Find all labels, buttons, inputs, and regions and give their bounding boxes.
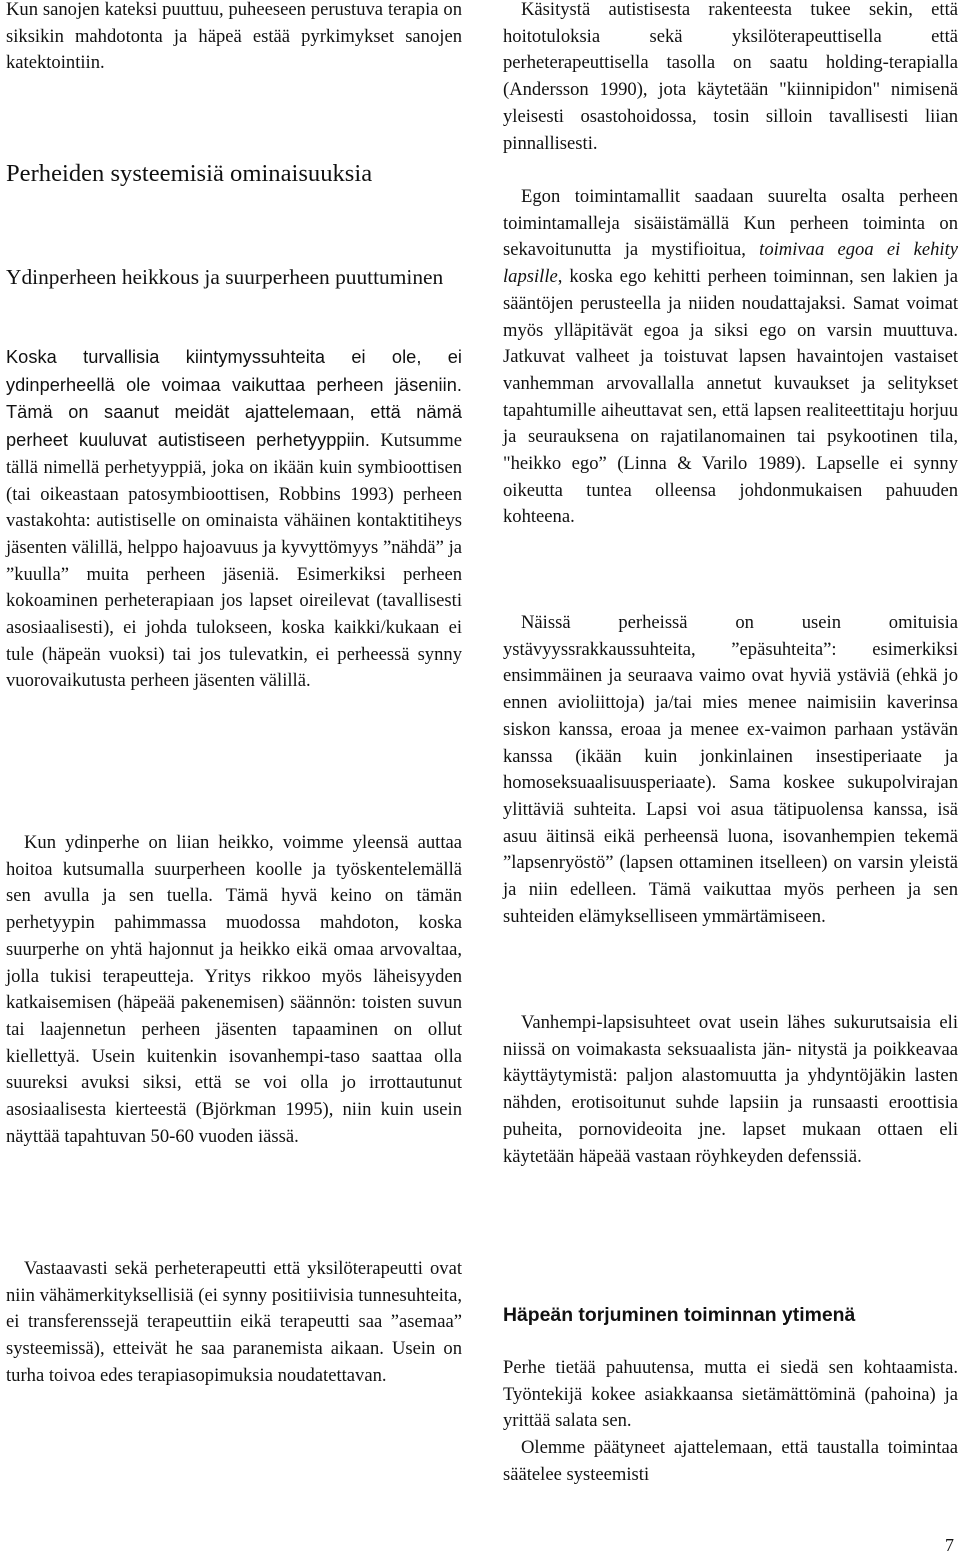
section-heading: Perheiden systeemisiä ominaisuuksia [6,160,373,187]
serif-text: Kutsumme tällä nimellä perhetyyppiä, joka on ikään kuin symbioottisen (tai oikeastaan patosymbioottisen, Robbins 1993) perheen vastakohta: autistiselle on ominaista vähäinen kontaktitiheys jäsenten välillä, helppo hajoavuus ja kyvyttömyys ”nähdä” ja ”kuulla” muita perheen jäseniä. Esimerkiksi perheen kokoaminen perheterapiaan jos lapset oireilevat (tavallisesti asosiaalisesti), ei johda tulokseen, koska kaikki/kukaan ei tule (häpeän vuoksi) tai jos tulevatkin, ei perheessä synny vuorovaikutusta perheen jäsenten välillä. [6,430,462,692]
right-paragraph-5: Perhe tietää pahuutensa, mutta ei siedä sen kohtaamista. Työntekijä kokee asiakkaansa sietämättöminä (pahoina) ja yrittää salata sen. [503,1357,958,1432]
page-number: 7 [945,1535,954,1555]
left-paragraph-3: Vastaavasti sekä perheterapeutti että yksilöterapeutti ovat niin vähämerkityksellisiä (ei synny positiivisia tunnesuhteita, ei transferenssejä terapeuttiin eikä terapeutti saa ”asemaa” systeemissä), etteivät he saa paranemista aikaan. Usein on turha toivoa edes terapiasopimuksia noudatettavan. [6,1258,462,1386]
right-paragraph-4: Vanhempi-lapsisuhteet ovat usein lähes sukurutsaisia eli niissä on voimakasta seksuaalista jän- nitystä ja poikkeavaa käyttäytymistä: paljon alastomuutta ja yhdyntöjäkin lasten nähden, erotisoitunut suhde lapsiin ja runsaasti eroottisia puheita, pornovideoita jne. lapset mukaan ottaen eli käytetään häpeää vastaan röyhkeyden defenssiä. [503,1012,958,1167]
italic-emphasis: toimivaa egoa ei kehity lapsille [503,239,958,288]
sans-text: Koska turvallisia kiintymyssuhteita ei ole, ei ydinperheellä ole voimaa vaikuttaa perheen jäseniin. Tämä on saanut meidät ajattelemaan, että nämä perheet kuuluvat autistiseen perhetyyppiin. [6,347,462,451]
subsection-heading: Ydinperheen heikkous ja suurperheen puuttuminen [6,265,444,289]
section-heading-bold: Häpeän torjuminen toiminnan ytimenä [503,1304,856,1326]
left-paragraph-2: Kun ydinperhe on liian heikko, voimme yleensä auttaa hoitoa kutsumalla suurperheen koolle ja työskentelemällä sen avulla ja sen tuella. Tämä hyvä keino on tämän perhetyypin pahimmassa muodossa mahdoton, koska suurperhe on yhtä hajonnut ja heikko eikä omaa arvovaltaa, jolla tukisi terapeutteja. Yritys rikkoo myös läheisyyden katkaisemisen (häpeää pakenemisen) säännön: toisten suvun tai laajennetun perheen jäsenten tapaaminen on ollut kiellettyä. Usein kuitenkin isovanhempi-taso saattaa olla suureksi avuksi siksi, että se voi olla jo irrottautunut asosiaalisesta kierteestä (Björkman 1995), niin kuin usein näyttää tapahtuvan 50-60 vuoden iässä. [6,832,462,1147]
left-paragraph-1 [6,344,462,695]
right-paragraph-2: Egon toimintamallit saadaan suurelta osalta perheen toimintamalleja sisäistämällä Kun perheen toiminta on sekavoitunutta ja mystifioitua, toimivaa egoa ei kehity lapsille, koska ego kehitti perheen toiminnan, sen lakien ja sääntöjen perusteella ja niiden noudattajaksi. Samat voimat myös ylläpitävät egoa ja siksi ego on varsin muuttuva. Jatkuvat valheet ja toistuvat lapsen havaintojen vastaiset vanhemman arvovallalla annetut kuvaukset ja selitykset tapahtumille aiheuttavat sen, että lapsen realiteettitaju horjuu ja seurauksena on rajatilanomainen tai psykootinen tila, "heikko ego” (Linna & Varilo 1989). Lapselle ei synny oikeutta tuntea olleensa johdonmukaisen pahuuden kohteena. [503,186,958,528]
right-paragraph-3: Näissä perheissä on usein omituisia ystävyyssrakkaussuhteita, ”epäsuhteita”: esimerkiksi ensimmäinen ja seuraava vaimo ovat hyviä ystäviä (ehkä jo ennen avioliittoja) ja/tai mies menee naimisiin kaverinsa siskon kanssa, eroaa ja menee ex-vaimon parhaan ystävän kanssa (ikään kuin jonkinlainen insestiperiaate ja homoseksuaalisuusperiaate). Sama koskee sukupolvirajan ylittäviä suhteita. Lapsi voi asua tätipuolensa kanssa, isä asuu äitinsä eikä perheensä luona, isovanhempien tekemä ”lapsenryöstö” (lapsen ottaminen itselleen) on varsin yleistä ja niin edelleen. Tämä vaikuttaa myös perheen ja sen suhteiden elämykselliseen ymmärtämiseen. [503,612,958,927]
right-paragraph-6: Olemme päätyneet ajattelemaan, että taustalla toimintaa säätelee systeemisti [503,1437,958,1485]
left-paragraph-0: Kun sanojen kateksi puuttuu, puheeseen perustuva terapia on siksikin mahdotonta ja häpeä estää pyrkimykset sanojen katektointiin. [6,0,462,74]
right-paragraph-1: Käsitystä autistisesta rakenteesta tukee sekin, että hoitotuloksia sekä yksilöterapeuttisella että perheterapeuttisella tasolla on saatu holding-terapialla (Andersson 1990), jota käytetään "kiinnipidon" nimisenä yleisesti osastohoidossa, tosin silloin tavallisesti liian pinnallisesti. [503,0,958,154]
